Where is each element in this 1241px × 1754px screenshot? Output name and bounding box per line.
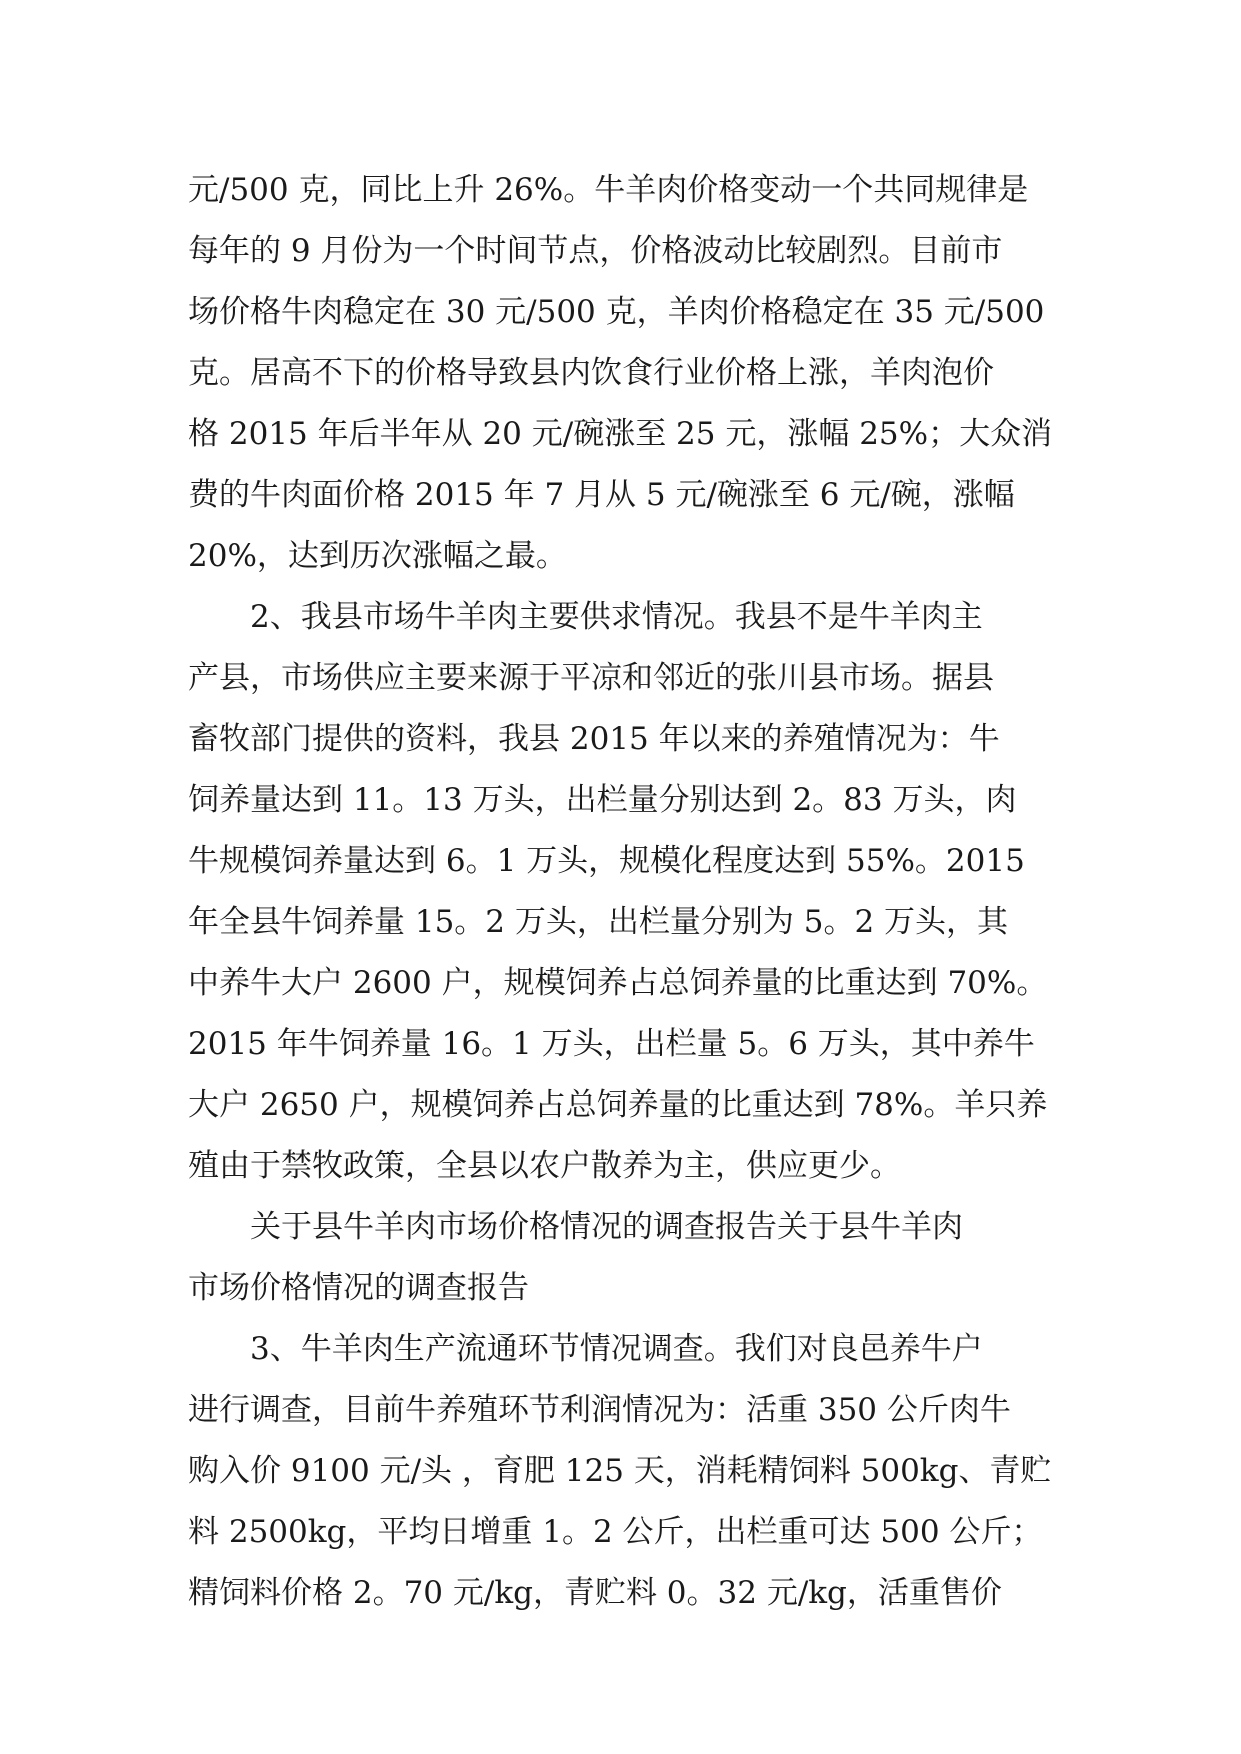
text-line: 每年的 9 月份为一个时间节点，价格波动比较剧烈。目前市 [188,233,1003,269]
paragraph-start-line: 关于县牛羊肉市场价格情况的调查报告关于县牛羊肉 [250,1209,963,1245]
text-line: 牛规模饲养量达到 6。1 万头，规模化程度达到 55%。2015 [188,843,1025,879]
document-body [188,160,1054,1624]
paragraph-start-line: 3、牛羊肉生产流通环节情况调查。我们对良邑养牛户 [250,1331,983,1367]
text-line: 费的牛肉面价格 2015 年 7 月从 5 元/碗涨至 6 元/碗，涨幅 [188,477,1015,513]
text-line: 20%，达到历次涨幅之最。 [188,538,567,574]
paragraph-start-line: 2、我县市场牛羊肉主要供求情况。我县不是牛羊肉主 [250,599,983,635]
text-line: 大户 2650 户，规模饲养占总饲养量的比重达到 78%。羊只养 [188,1087,1048,1123]
text-line: 市场价格情况的调查报告 [188,1270,529,1306]
text-line: 中养牛大户 2600 户，规模饲养占总饲养量的比重达到 70%。 [188,965,1048,1001]
text-line: 精饲料价格 2。70 元/kg，青贮料 0。32 元/kg，活重售价 [188,1575,1002,1611]
text-line: 场价格牛肉稳定在 30 元/500 克，羊肉价格稳定在 35 元/500 [188,294,1045,330]
text-line: 产县，市场供应主要来源于平凉和邻近的张川县市场。据县 [188,660,994,696]
text-line: 2015 年牛饲养量 16。1 万头，出栏量 5。6 万头，其中养牛 [188,1026,1035,1062]
text-line: 年全县牛饲养量 15。2 万头，出栏量分别为 5。2 万头，其 [188,904,1009,940]
text-line: 元/500 克，同比上升 26%。牛羊肉价格变动一个共同规律是 [188,172,1029,208]
text-line: 畜牧部门提供的资料，我县 2015 年以来的养殖情况为：牛 [188,721,1000,757]
text-line: 购入价 9100 元/头 ，育肥 125 天，消耗精饲料 500kg、青贮 [188,1453,1052,1489]
text-line: 料 2500kg，平均日增重 1。2 公斤，出栏重可达 500 公斤； [188,1514,1043,1550]
text-line: 克。居高不下的价格导致县内饮食行业价格上涨，羊肉泡价 [188,355,994,391]
text-line: 格 2015 年后半年从 20 元/碗涨至 25 元，涨幅 25%；大众消 [188,416,1053,452]
text-line: 饲养量达到 11。13 万头，出栏量分别达到 2。83 万头，肉 [188,782,1017,818]
text-line: 进行调查，目前牛养殖环节利润情况为：活重 350 公斤肉牛 [188,1392,1011,1428]
text-line: 殖由于禁牧政策，全县以农户散养为主，供应更少。 [188,1148,901,1184]
